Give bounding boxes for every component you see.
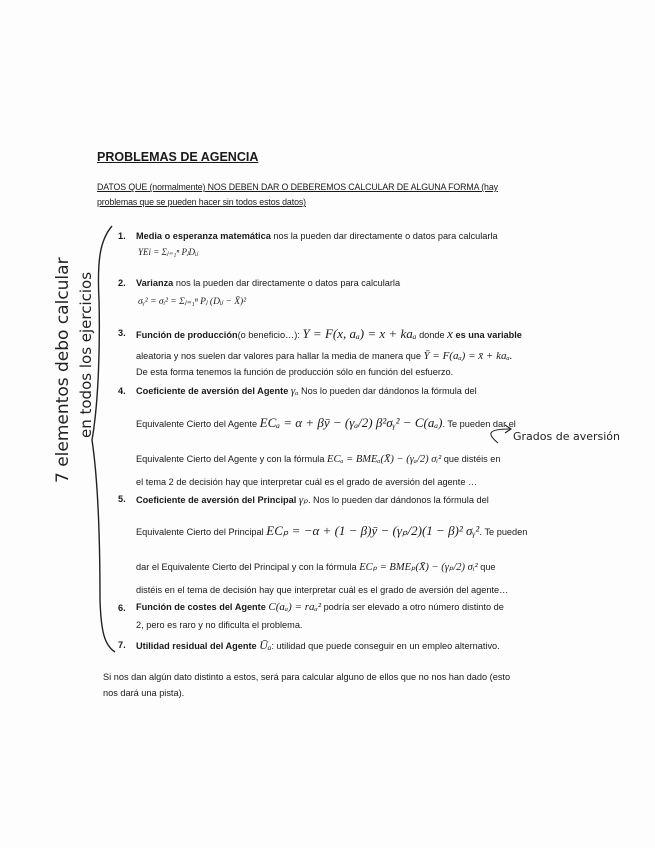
item-2-formula: σᵧ² = σᵢ² = Σⱼ₌₁ⁿ Pⱼ (Dᵢⱼ − X̄)² [138, 297, 247, 307]
item-1-number: 1. [118, 231, 126, 241]
footer-line-1: Si nos dan algún dato distinto a estos, será para calcular alguno de ellos que no nos han dado (esto [103, 672, 511, 682]
item-1-formula: YEi = Σⱼ₌₁ⁿ PⱼDᵢⱼ [138, 247, 199, 257]
item-5-line-1: Coeficiente de aversión del Principal γₚ. Nos lo pueden dar dándonos la fórmula del [136, 494, 489, 506]
item-4-number: 4. [118, 386, 126, 396]
item-6-number: 6. [118, 603, 126, 613]
item-6-line-1: Función de costes del Agente C(aₐ) = raₐ² podría ser elevado a otro número distinto de [136, 601, 504, 613]
footer-line-2: nos dará una pista). [103, 688, 185, 698]
item-4-line-4: el tema 2 de decisión hay que interpretar cuál es el grado de aversión del agente … [136, 477, 478, 487]
item-3-number: 3. [118, 328, 126, 338]
item-2-text: Varianza nos la pueden dar directamente o datos para calcularla [136, 278, 401, 288]
page-title: PROBLEMAS DE AGENCIA [97, 150, 259, 164]
item-5-number: 5. [118, 494, 126, 504]
curly-brace [92, 226, 115, 652]
arrow-mark [491, 429, 510, 443]
item-5-line-3: dar el Equivalente Cierto del Principal y con la fórmula ECₚ = BMEₚ(X̄) − (γₚ/2) σᵢ² que [136, 562, 496, 573]
item-5-line-4: distéis en el tema de decisión hay que interpretar cuál es el grado de aversión del agente… [136, 585, 509, 595]
item-7-text: Utilidad residual del Agente Ūₐ: utilidad que puede conseguir en un empleo alternativo. [136, 638, 500, 652]
item-4-line-1: Coeficiente de aversión del Agente γₐ Nos lo pueden dar dándonos la fórmula del [136, 385, 477, 397]
item-3-line-2: aleatoria y nos suelen dar valores para hallar la media de manera que Ȳ = F(aₐ) = x̄ + kaₐ. [136, 350, 513, 362]
item-2-number: 2. [118, 278, 126, 288]
side-note-line-2: en todos los ejercicios [77, 271, 95, 438]
item-4-line-2: Equivalente Cierto del Agente ECₐ = α + βȳ − (γₐ/2) β²σᵧ² − C(aₐ). Te pueden dar el [136, 415, 516, 430]
item-4-line-3: Equivalente Cierto del Agente y con la fórmula ECₐ = BMEₐ(X̄) − (γₐ/2) σᵢ² que distéis en [136, 454, 501, 465]
item-1-text: Media o esperanza matemática nos la pueden dar directamente o datos para calcularla [136, 231, 498, 241]
side-note-line-1: 7 elementos debo calcular [53, 257, 73, 483]
intro-line-1: DATOS QUE (normalmente) NOS DEBEN DAR O DEBEREMOS CALCULAR DE ALGUNA FORMA (hay [97, 182, 498, 192]
grados-note: Grados de aversión [513, 430, 621, 443]
item-3-line-1: Función de producción(o beneficio…): Y = F(x, aₐ) = x + kaₐ donde x es una variable [136, 326, 522, 341]
item-6-line-2: 2, pero es raro y no dificulta el problema. [136, 620, 303, 630]
item-3-line-3: De esta forma tenemos la función de producción sólo en función del esfuerzo. [136, 367, 454, 377]
item-5-line-2: Equivalente Cierto del Principal ECₚ = −α + (1 − β)ȳ − (γₚ/2)(1 − β)² σᵧ². Te pueden [136, 523, 528, 538]
item-7-number: 7. [118, 640, 126, 650]
intro-line-2: problemas que se pueden hacer sin todos estos datos) [97, 197, 306, 207]
